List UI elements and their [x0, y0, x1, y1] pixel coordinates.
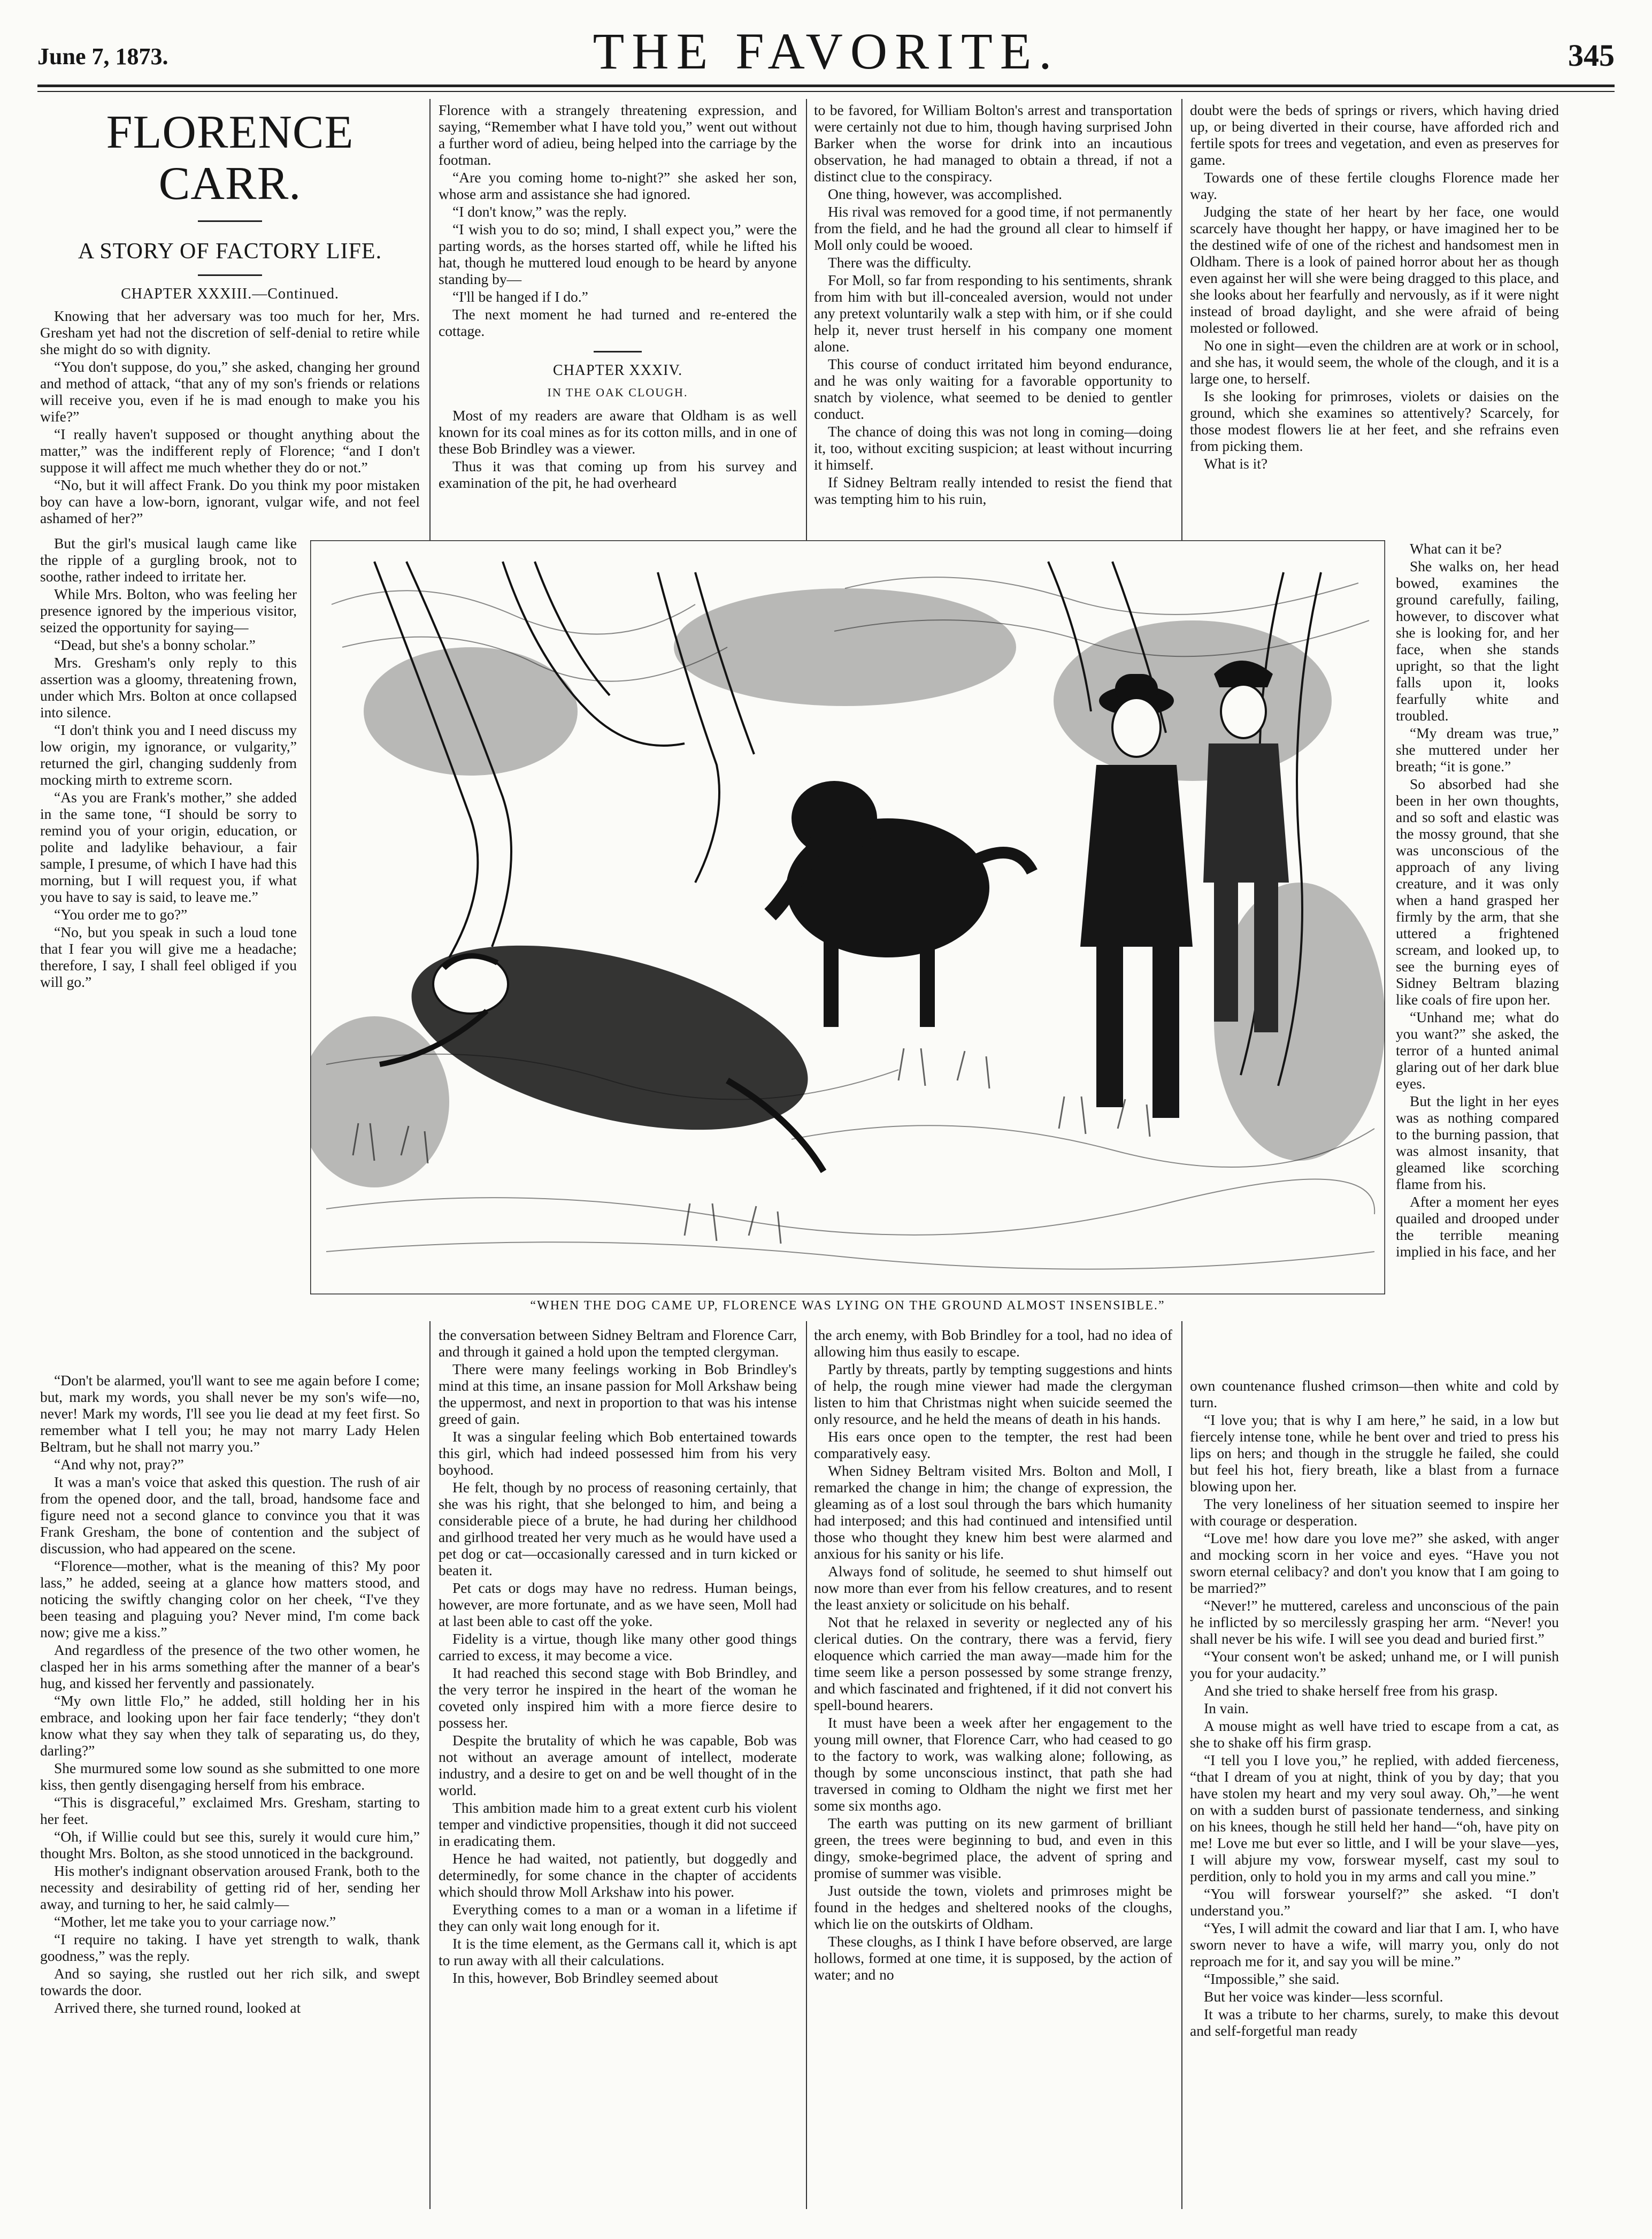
paragraph: “My own little Flo,” he added, still holding her in his embrace, and looking upon her fair face tenderly; “they don't know what they say when they talk of separating us, do they, darling?” [40, 1692, 420, 1759]
paragraph: His mother's indignant observation aroused Frank, both to the necessity and desirability of getting rid of her, sending her away, and turning to her, he said calmly— [40, 1862, 420, 1912]
paragraph: But her voice was kinder—less scornful. [1204, 1988, 1443, 2005]
paragraph: “Yes, I will admit the coward and liar that I am. I, who have sworn never to have a wife, will marry you, only do not reproach me for it, and say you will be mine.” [1190, 1920, 1559, 1969]
paragraph: His rival was removed for a good time, if not permanently from the field, and he had the ground all clear to himself if Moll only could be wooed. [814, 203, 1172, 253]
paragraph: Fidelity is a virtue, though like many other good things carried to excess, it may become a vice. [439, 1630, 797, 1663]
paragraph: “Love me! how dare you love me?” she asked, with anger and mocking scorn in her voice and eyes. “Have you not sworn eternal celibacy? and don't you know that I am going to be married?” [1190, 1530, 1559, 1596]
page-number: 345 [1568, 38, 1615, 73]
paragraph: She murmured some low sound as she submitted to one more kiss, then gently disengaging herself from his embrace. [40, 1760, 420, 1793]
paragraph: No one in sight—even the children are at work or in school, and she has, it would seem, the whole of the clough, and it is a large one, to herself. [1190, 337, 1559, 387]
paragraph: There was the difficulty. [828, 254, 972, 271]
paragraph: “This is disgraceful,” exclaimed Mrs. Gresham, starting to her feet. [40, 1794, 420, 1827]
paragraph: Always fond of solitude, he seemed to shut himself out now more than ever from his fellow creatures, and to resent the least anxiety or solicitude on his behalf. [814, 1563, 1172, 1613]
paragraph: “Your consent won't be asked; unhand me, or I will punish you for your audacity.” [1190, 1648, 1559, 1681]
paragraph: It had reached this second stage with Bob Brindley, and the very terror he inspired in the heart of the woman he coveted only inspired him with a more fierce desire to possess her. [439, 1665, 797, 1731]
issue-date: June 7, 1873. [37, 43, 168, 70]
paragraph: Most of my readers are aware that Oldham is as well known for its coal mines as for its cotton mills, and in one of these Bob Brindley was a viewer. [439, 407, 797, 457]
paragraph: These cloughs, as I think I have before observed, are large hollows, formed at one time, it is supposed, by the action of water; and no [814, 1933, 1172, 1983]
paragraph: doubt were the beds of springs or rivers, which having dried up, or being diverted in their course, have afforded rich and fertile spots for trees and vegetation, and even as preserves for game. [1190, 102, 1559, 168]
paragraph: “You order me to go?” [54, 906, 188, 923]
paragraph: Thus it was that coming up from his survey and examination of the pit, he had overheard [439, 458, 797, 491]
paragraph: Just outside the town, violets and primroses might be found in the hedges and sheltered nooks of the cloughs, which lie on the outskirts of Oldham. [814, 1882, 1172, 1932]
illustration-caption: “WHEN THE DOG CAME UP, FLORENCE WAS LYING ON THE GROUND ALMOST INSENSIBLE.” [530, 1299, 1165, 1313]
column-1-bottom [40, 1372, 420, 2217]
paragraph: Partly by threats, partly by tempting suggestions and hints of help, the rough mine viewer had made the clergyman listen to him that Christmas night when suicide seemed the only resource, and he held the means of death in his hands. [814, 1361, 1172, 1427]
paragraph: When Sidney Beltram visited Mrs. Bolton and Moll, I remarked the change in him; the change of expression, the gleaming as of a lost soul through the bars which humanity had interposed; and this had continued and intensified until those who thought they knew him best were alarmed and anxious for his sanity or his life. [814, 1462, 1172, 1562]
paragraph: This ambition made him to a great extent curb his violent temper and vindictive propensities, though it did not succeed in eradicating them. [439, 1799, 797, 1849]
column-4-top [1190, 102, 1559, 538]
paragraph: This course of conduct irritated him beyond endurance, and he was only waiting for a favorable opportunity to snatch by violence, what seemed to be denied to gentler conduct. [814, 356, 1172, 422]
paragraph: For Moll, so far from responding to his sentiments, shrank from him with but ill-concealed aversion, would not under any pretext voluntarily walk a step with him, or if she could help it, never trust herself in his company one moment alone. [814, 272, 1172, 355]
paragraph: While Mrs. Bolton, who was feeling her presence ignored by the imperious visitor, seized the opportunity for saying— [40, 586, 297, 635]
paragraph: And so saying, she rustled out her rich silk, and swept towards the door. [40, 1965, 420, 1998]
paragraph: It is the time element, as the Germans call it, which is apt to run away with all their calculations. [439, 1935, 797, 1968]
column-rule-2b [806, 1321, 807, 2209]
paragraph: “My dream was true,” she muttered under her breath; “it is gone.” [1396, 725, 1559, 775]
paragraph: “I really haven't supposed or thought anything about the matter,” was the indifferent reply of Florence; “and I don't suppose it will affect me much whether they do or not.” [40, 426, 420, 476]
paragraph: “No, but you speak in such a loud tone that I fear you will give me a headache; therefore, I say, I shall feel obliged if you will go.” [40, 924, 297, 990]
paragraph: “You will forswear yourself?” she asked. “I don't understand you.” [1190, 1885, 1559, 1919]
column-rule-1 [429, 99, 431, 546]
column-4-bottom [1190, 1377, 1559, 2217]
paragraph: “Dead, but she's a bonny scholar.” [54, 637, 256, 653]
masthead [37, 21, 1615, 80]
paragraph: “You don't suppose, do you,” she asked, changing her ground and method of attack, “that any of my son's friends or relations will receive you, even if he is mad enough to make you his wife?” [40, 358, 420, 425]
paragraph: So absorbed had she been in her own thoughts, and so soft and elastic was the mossy ground, that she was unconscious of the approach of any living creature, and it was only when a hand grasped her firmly by the arm, that she uttered a frightened scream, and looked up, to see the burning eyes of Sidney Beltram blazing like coals of fire upon her. [1396, 776, 1559, 1008]
paragraph: “Unhand me; what do you want?” she asked, the terror of a hunted animal glaring out of her dark blue eyes. [1396, 1009, 1559, 1092]
story-subtitle: A STORY OF FACTORY LIFE. [78, 239, 382, 264]
column-rule-2 [806, 99, 807, 546]
paragraph: “As you are Frank's mother,” she added in the same tone, “I should be sorry to remind you of your origin, education, or polite and ladylike behaviour, a fair sample, I presume, of which I have had this morning, but I will request you, if what you have to say is said, to leave me.” [40, 789, 297, 905]
paragraph: And regardless of the presence of the two other women, he clasped her in his arms something after the manner of a bear's hug, and kissed her fervently and passionately. [40, 1642, 420, 1691]
paragraph: She walks on, her head bowed, examines the ground carefully, failing, however, to discover what she is looking for, and her face, when she stands upright, so that the light falls upon it, looks fearfully white and troubled. [1396, 558, 1559, 724]
paragraph: Knowing that her adversary was too much for her, Mrs. Gresham yet had not the discretion of self-denial to retire while she might do so with dignity. [40, 308, 420, 357]
paragraph: The earth was putting on its new garment of brilliant green, the trees were beginning to bud, and even in this dingy, smoke-begrimed place, the advent of spring and promise of summer was visible. [814, 1815, 1172, 1881]
paragraph: It must have been a week after her engagement to the young mill owner, that Florence Carr, who had ceased to go to the factory to work, was walking alone; following, as though by some unconscious instinct, that path she had traversed in coming to Oldham the night we first met her some six months ago. [814, 1714, 1172, 1814]
column-1-top [40, 102, 420, 532]
paragraph: “Are you coming home to-night?” she asked her son, whose arm and assistance she had ignored. [439, 169, 797, 202]
paragraph: “I require no taking. I have yet strength to walk, thank goodness,” was the reply. [40, 1931, 420, 1964]
paragraph: Not that he relaxed in severity or neglected any of his clerical duties. On the contrary, there was a fervid, fiery eloquence which carried the man away—made him for the time seem like a person possessed by some strange frenzy, and which fascinated and frightened, if it did not convert his spell-bound hearers. [814, 1614, 1172, 1713]
paragraph: Despite the brutality of which he was capable, Bob was not without an average amount of intellect, moderate industry, and a desire to get on and be well thought of in the world. [439, 1732, 797, 1798]
paragraph: But the light in her eyes was as nothing compared to the burning passion, that was almost insanity, that gleamed like scorching flame from his. [1396, 1093, 1559, 1192]
paragraph: In vain. [1204, 1700, 1249, 1716]
paragraph: “Don't be alarmed, you'll want to see me again before I come; but, mark my words, you shall never be my son's wife—no, never! Mark my words, I'll see you lie dead at my feet first. So remember what I tell you; he may not marry Lady Helen Beltram, but he shall not marry you.” [40, 1372, 420, 1455]
paragraph: Judging the state of her heart by her face, one would scarcely have thought her happy, or have imagined her to be the destined wife of one of the richest and handsomest men in Oldham. There is a look of pained horror about her as though even against her will she were being dragged to this place, and she looks about her fearfully and nervously, as if it were night instead of broad daylight, and she were afraid of being molested or followed. [1190, 203, 1559, 336]
paragraph: It was a man's voice that asked this question. The rush of air from the opened door, and the tall, broad, handsome face and figure need not a second glance to convince you that it was Frank Gresham, the bone of contention and the subject of discussion, who had appeared on the scene. [40, 1474, 420, 1556]
paragraph: The chance of doing this was not long in coming—doing it, too, without exciting suspicion; at least without incurring it himself. [814, 423, 1172, 473]
column-2-bottom [439, 1326, 797, 2217]
engraving-illustration [310, 540, 1385, 1294]
column-rule-3b [1181, 1321, 1182, 2209]
paragraph: He felt, though by no process of reasoning certainly, that she was his right, that she belonged to him, and being a considerable piece of a brute, he had during her childhood and girlhood treated her very much as he would have used a pet dog or cat—occasionally caressed and in turn kicked or beaten it. [439, 1479, 797, 1578]
paragraph: “I wish you to do so; mind, I shall expect you,” were the parting words, as the horses started off, while he lifted his hat, though he muttered loud enough to be heard by anyone standing by— [439, 221, 797, 287]
paragraph: It was a singular feeling which Bob entertained towards this girl, which had indeed possessed him from his very boyhood. [439, 1428, 797, 1478]
paragraph: to be favored, for William Bolton's arrest and transportation were certainly not due to him, though having surprised John Barker when the worse for drink into an incautious observation, he had managed to obtain a thread, if not a distinct clue to the conspiracy. [814, 102, 1172, 185]
paragraph: “And why not, pray?” [54, 1456, 184, 1473]
paragraph: There were many feelings working in Bob Brindley's mind at this time, an insane passion for Moll Arkshaw being the uppermost, and next in proportion to that was his intense greed of gain. [439, 1361, 797, 1427]
woodland-scene-image [310, 540, 1385, 1294]
paragraph: And she tried to shake herself free from his grasp. [1204, 1682, 1498, 1699]
paragraph: His ears once open to the tempter, the rest had been comparatively easy. [814, 1428, 1172, 1461]
paragraph: After a moment her eyes quailed and drooped under the terrible meaning implied in his face, and her [1396, 1193, 1559, 1260]
chapter-heading-34: CHAPTER XXXIV. [552, 362, 683, 379]
masthead-rule [37, 85, 1615, 87]
column-3-top [814, 102, 1172, 538]
paragraph: Arrived there, she turned round, looked at [54, 1999, 301, 2016]
paragraph: One thing, however, was accomplished. [828, 186, 1063, 202]
paragraph: Everything comes to a man or a woman in a lifetime if they can only wait long enough for it. [439, 1901, 797, 1934]
paragraph: “Never!” he muttered, careless and unconscious of the pain he inflicted by so mercilessly grasping her arm. “Never! you shall never be his wife. I will see you dead and buried first.” [1190, 1597, 1559, 1647]
paragraph: the arch enemy, with Bob Brindley for a tool, had no idea of allowing him thus easily to escape. [814, 1326, 1172, 1360]
paragraph: Is she looking for primroses, violets or daisies on the ground, which she examines so attentively? Scarcely, for those modest flowers lie at her feet, and she refrains even from picking them. [1190, 388, 1559, 454]
paragraph: It was a tribute to her charms, surely, to make this devout and self-forgetful man ready [1190, 2006, 1559, 2039]
title-rule [198, 220, 262, 222]
column-3-bottom [814, 1326, 1172, 2217]
paragraph: “No, but it will affect Frank. Do you think my poor mistaken boy can have a low-born, ignorant, vulgar wife, and not feel ashamed of her?” [40, 477, 420, 526]
paragraph: Hence he had waited, not patiently, but doggedly and determinedly, for some chance in the chapter of accidents which should throw Moll Arkshaw into his power. [439, 1850, 797, 1900]
column-1-narrow [40, 535, 297, 1369]
paragraph: A mouse might as well have tried to escape from a cat, as she to shake off his firm grasp. [1190, 1717, 1559, 1751]
chapter-rule [594, 351, 642, 352]
paragraph: “I'll be hanged if I do.” [452, 288, 588, 305]
paragraph: own countenance flushed crimson—then white and cold by turn. [1190, 1377, 1559, 1410]
paragraph: The next moment he had turned and re-entered the cottage. [439, 306, 797, 339]
paragraph: If Sidney Beltram really intended to resist the fiend that was tempting him to his ruin, [814, 474, 1172, 507]
paragraph: “I tell you I love you,” he replied, with added fierceness, “that I dream of you at night, think of you by day; that you have stolen my heart and my very soul away. Oh,”—he went on with a sudden burst of passionate tenderness, and sinking on his knees, though he still held her hand—“oh, have pity on me! Love me but ever so little, and I will be your slave—yes, I will abjure my vow, forswear myself, cast my soul to perdition, only to hold you in my arms and call you mine.” [1190, 1752, 1559, 1884]
column-2-top [439, 102, 797, 538]
paragraph: Towards one of these fertile cloughs Florence made her way. [1190, 169, 1559, 202]
chapter-subheading-34: IN THE OAK CLOUGH. [547, 386, 688, 399]
column-4-narrow [1396, 540, 1559, 1375]
paragraph: “I love you; that is why I am here,” he said, in a low but fiercely intense tone, while he bent over and tried to press his lips on hers; and though in the struggle he failed, she could but feel his hot, fiery breath, like a blast from a furnace blowing upon her. [1190, 1412, 1559, 1494]
paragraph: What is it? [1204, 455, 1268, 472]
paragraph: What can it be? [1410, 540, 1502, 557]
publication-title: THE FAVORITE. [593, 22, 1059, 80]
paragraph: “Florence—mother, what is the meaning of this? My poor lass,” he added, seeing at a glance how matters stood, and noticing the swiftly changing color on her cheek, “I've they been teasing and plaguing you? Never mind, I'm come back now; give me a kiss.” [40, 1558, 420, 1640]
paragraph: Pet cats or dogs may have no redress. Human beings, however, are more fortunate, and as we have seen, Moll had at last been able to cast off the yoke. [439, 1579, 797, 1629]
paragraph: “Impossible,” she said. [1204, 1970, 1340, 1987]
paragraph: In this, however, Bob Brindley seemed about [452, 1969, 718, 1986]
story-title: FLORENCE CARR. [106, 106, 354, 210]
paragraph: Florence with a strangely threatening expression, and saying, “Remember what I have told you,” went out without a further word of adieu, being helped into the carriage by the footman. [439, 102, 797, 168]
paragraph: The very loneliness of her situation seemed to inspire her with courage or desperation. [1190, 1496, 1559, 1529]
paragraph: But the girl's musical laugh came like the ripple of a gurgling brook, not to soothe, rather indeed to irritate her. [40, 535, 297, 585]
column-rule-1b [429, 1321, 431, 2209]
column-rule-3 [1181, 99, 1182, 546]
paragraph: “Mother, let me take you to your carriage now.” [54, 1913, 336, 1930]
paragraph: Mrs. Gresham's only reply to this assertion was a gloomy, threatening frown, under which Mrs. Bolton at once collapsed into silence. [40, 654, 297, 720]
chapter-heading-33: CHAPTER XXXIII.—Continued. [121, 286, 339, 302]
subtitle-rule [198, 274, 262, 276]
masthead-rule-thin [37, 91, 1615, 92]
paragraph: “I don't think you and I need discuss my low origin, my ignorance, or vulgarity,” returned the girl, changing suddenly from mocking mirth to extreme scorn. [40, 722, 297, 788]
paragraph: “Oh, if Willie could but see this, surely it would cure him,” thought Mrs. Bolton, as she stood unnoticed in the background. [40, 1828, 420, 1861]
paragraph: the conversation between Sidney Beltram and Florence Carr, and through it gained a hold upon the tempted clergyman. [439, 1326, 797, 1360]
paragraph: “I don't know,” was the reply. [452, 203, 627, 220]
